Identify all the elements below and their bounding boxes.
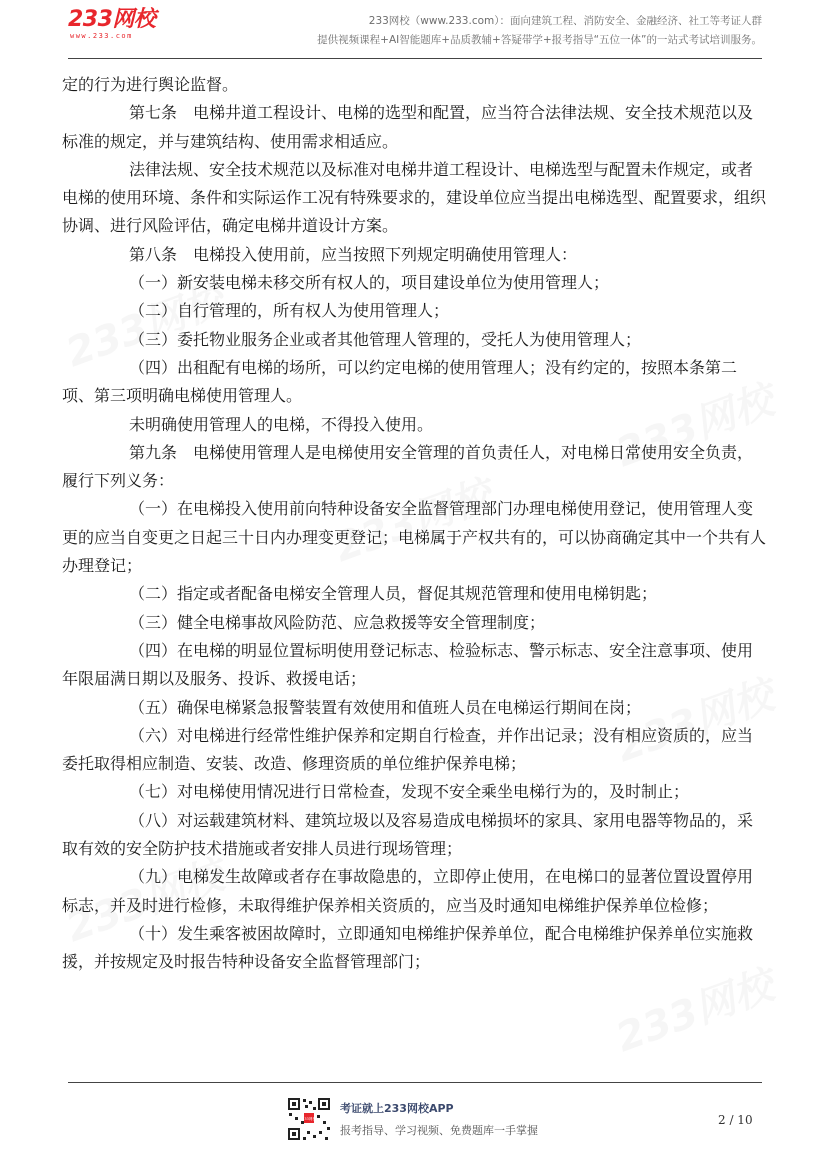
footer-app-title[interactable]: 考证就上233网校APP	[340, 1102, 454, 1115]
paragraph: （一）新安装电梯未移交所有权人的，项目建设单位为使用管理人；	[129, 273, 610, 293]
header-info	[317, 12, 762, 50]
logo-text: 233网校	[68, 7, 156, 32]
paragraph: （十）发生乘客被困故障时，立即通知电梯维护保养单位，配合电梯维护保养单位实施救援，并按规定及时报告特种设备安全监督管理部门；	[62, 923, 754, 972]
paragraph: 第八条 电梯投入使用前，应当按照下列规定明确使用管理人：	[129, 244, 578, 264]
paragraph: 定的行为进行舆论监督。	[62, 75, 239, 94]
paragraph: （八）对运载建筑材料、建筑垃圾以及容易造成电梯损坏的家具、家用电器等物品的，采取有效的安全防护技术措施或者安排人员进行现场管理；	[62, 810, 754, 859]
paragraph: （二）指定或者配备电梯安全管理人员，督促其规范管理和使用电梯钥匙；	[129, 584, 658, 604]
paragraph: （七）对电梯使用情况进行日常检查，发现不安全乘坐电梯行为的，及时制止；	[129, 782, 690, 802]
header-divider	[68, 58, 762, 59]
paragraph: 第七条 电梯井道工程设计、电梯的选型和配置，应当符合法律法规、安全技术规范以及标准的规定，并与建筑结构、使用需求相适应。	[62, 103, 754, 151]
qr-label: 233网校	[302, 1117, 316, 1121]
paragraph: （九）电梯发生故障或者存在事故隐患的，立即停止使用，在电梯口的显著位置设置停用标志，并及时进行检修，未取得维护保养相关资质的，应当及时通知电梯维护保养单位检修；	[62, 867, 754, 915]
document-body	[62, 71, 766, 977]
paragraph: （四）在电梯的明显位置标明使用登记标志、检验标志、警示标志、安全注意事项、使用年限届满日期以及服务、投诉、救援电话；	[62, 640, 754, 689]
paragraph: （三）委托物业服务企业或者其他管理人管理的，受托人为使用管理人；	[129, 329, 642, 349]
page-header	[0, 0, 830, 60]
paragraph: （六）对电梯进行经常性维护保养和定期自行检查，并作出记录；没有相应资质的，应当委托取得相应制造、安装、改造、修理资质的单位维护保养电梯；	[62, 725, 754, 774]
paragraph: （四）出租配有电梯的场所，可以约定电梯的使用管理人；没有约定的，按照本条第二项、第三项明确电梯使用管理人。	[62, 357, 738, 406]
logo-url: www.233.com	[70, 32, 133, 40]
footer-app-subtitle: 报考指导、学习视频、免费题库一手掌握	[340, 1124, 538, 1137]
paragraph: 法律法规、安全技术规范以及标准对电梯井道工程设计、电梯选型与配置未作规定，或者电梯的使用环境、条件和实际运作工况有特殊要求的，建设单位应当提出电梯选型、配置要求，组织协调、进行风险评估，确定电梯井道设计方案。	[62, 159, 767, 236]
header-info-line2: 提供视频课程+AI智能题库+品质教辅+答疑带学+报考指导“五位一体”的一站式考试培训服务。	[317, 34, 762, 46]
qr-code-icon[interactable]	[287, 1097, 331, 1141]
paragraph: （二）自行管理的，所有权人为使用管理人；	[129, 301, 450, 321]
brand-logo[interactable]	[68, 8, 155, 41]
header-info-line1: 233网校（www.233.com）：面向建筑工程、消防安全、金融经济、社工等考证人群	[368, 15, 762, 27]
paragraph: （一）在电梯投入使用前向特种设备安全监督管理部门办理电梯使用登记，使用管理人变更的应当自变更之日起三十日内办理变更登记；电梯属于产权共有的，可以协商确定其中一个共有人办理登记；	[62, 499, 767, 576]
page-number: 2 / 10	[718, 1113, 753, 1127]
paragraph: （五）确保电梯紧急报警装置有效使用和值班人员在电梯运行期间在岗；	[129, 697, 642, 717]
paragraph: （三）健全电梯事故风险防范、应急救援等安全管理制度；	[129, 612, 546, 632]
paragraph: 第九条 电梯使用管理人是电梯使用安全管理的首负责任人，对电梯日常使用安全负责，履行下列义务：	[62, 442, 754, 491]
footer-divider	[68, 1082, 762, 1083]
paragraph: 未明确使用管理人的电梯，不得投入使用。	[129, 414, 434, 434]
